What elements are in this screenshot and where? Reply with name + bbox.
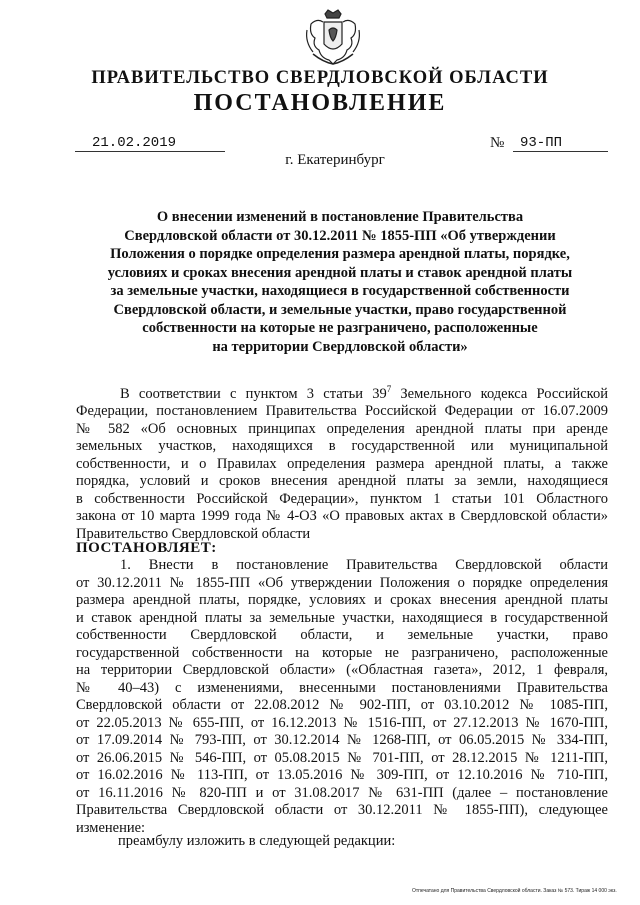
preamble-line xyxy=(76,381,608,403)
organization-name: ПРАВИТЕЛЬСТВО СВЕРДЛОВСКОЙ ОБЛАСТИ xyxy=(91,68,549,88)
preamble-line: Правительство Свердловской области xyxy=(76,525,311,542)
item-line: Правительства Свердловской области от 30.12.2011 № 1855-ПП), следующее xyxy=(76,802,608,818)
item-line: от 26.06.2015 № 546-ПП, от 05.08.2015 № 701-ПП, от 28.12.2015 № 1211-ПП, xyxy=(76,749,608,766)
preamble-text-tail: Земельного кодекса Российской xyxy=(391,385,608,402)
preamble-line: № 582 «Об основных принципах определения арендной платы при аренде xyxy=(76,420,608,437)
document-title xyxy=(80,208,600,356)
preamble-line: порядка, условий и сроков внесения арендной платы за земли, находящиеся xyxy=(76,473,608,490)
item-line: на территории Свердловской области» («Областная газета», 2012, 1 февраля, xyxy=(76,662,608,678)
item-line: изменение: xyxy=(76,819,146,836)
item-line: от 16.11.2016 № 820-ПП и от 31.08.2017 № 631-ПП (далее – постановление xyxy=(76,784,608,801)
title-line: собственности на которые не разграничено, расположенные xyxy=(142,320,538,336)
document-number: 93-ПП xyxy=(520,135,563,151)
item-line: от 22.05.2013 № 655-ПП, от 16.12.2013 № 1516-ПП, от 27.12.2013 № 1670-ПП, xyxy=(76,714,608,731)
title-line: Положения о порядке определения размера арендной платы, порядке, xyxy=(110,246,570,262)
title-line: Свердловской области от 30.12.2011 № 1855-ПП «Об утверждении xyxy=(124,227,556,244)
item-1-paragraph xyxy=(76,557,608,837)
item-1-subparagraph: преамбулу изложить в следующей редакции: xyxy=(118,833,396,849)
print-footer: Отпечатано для Правительства Свердловской области. Заказ № 573. Тираж 14 000 экз. xyxy=(412,888,617,894)
item-line: от 16.02.2016 № 113-ПП, от 13.05.2016 № 309-ПП, от 12.10.2016 № 710-ПП, xyxy=(76,767,608,783)
title-line: на территории Свердловской области» xyxy=(212,338,468,355)
preamble-line: земельных участков, находящихся в государственной или муниципальной xyxy=(76,438,608,455)
item-line: от 17.09.2014 № 793-ПП, от 30.12.2014 № 1268-ПП, от 06.05.2015 № 334-ПП, xyxy=(76,732,608,748)
item-line: № 40–43) с изменениями, внесенными постановлениями Правительства xyxy=(76,679,608,696)
item-line: и ставок арендной платы за земельные участки, находящиеся в государственной xyxy=(76,609,608,626)
title-line: Свердловской области, и земельные участки, право государственной xyxy=(113,301,567,318)
document-city: г. Екатеринбург xyxy=(285,152,385,168)
superscript: 7 xyxy=(386,384,392,394)
preamble-paragraph xyxy=(76,381,608,543)
item-line: от 30.12.2011 № 1855-ПП «Об утверждении Положения о порядке определения xyxy=(76,574,608,591)
item-line: собственности Свердловской области, и земельные участки, право xyxy=(76,627,608,643)
document-type: ПОСТАНОВЛЕНИЕ xyxy=(193,90,447,116)
decree-word: ПОСТАНОВЛЯЕТ: xyxy=(76,540,217,556)
title-line: О внесении изменений в постановление Правительства xyxy=(156,209,524,225)
preamble-line: собственности, и о Правилах определения размера арендной платы, а также xyxy=(76,455,608,472)
preamble-line: Федерации, постановлением Правительства Российской Федерации от 16.07.2009 xyxy=(76,403,608,420)
preamble-text: В соответствии с пунктом 3 статьи 39 xyxy=(120,385,387,402)
item-line: размера арендной платы, порядке, условиях и сроках внесения арендной платы xyxy=(76,592,608,608)
document-date: 21.02.2019 xyxy=(92,135,177,151)
number-label: № xyxy=(490,135,505,151)
item-line: 1. Внести в постановление Правительства Свердловской области xyxy=(120,557,608,573)
item-line: Свердловской области от 22.08.2012 № 902-ПП, от 03.10.2012 № 1085-ПП, xyxy=(76,697,608,713)
coat-of-arms-emblem xyxy=(303,8,363,66)
title-line: за земельные участки, находящиеся в государственной собственности xyxy=(110,283,570,299)
preamble-line: в собственности Российской Федерации», пунктом 1 статьи 101 Областного xyxy=(76,490,608,507)
title-line: условиях и сроках внесения арендной платы и ставок арендной платы xyxy=(107,264,573,281)
preamble-line: закона от 10 марта 1999 года № 4-ОЗ «О правовых актах в Свердловской области» xyxy=(76,508,608,525)
item-line: государственной собственности на которые не разграничено, расположенные xyxy=(76,644,608,661)
